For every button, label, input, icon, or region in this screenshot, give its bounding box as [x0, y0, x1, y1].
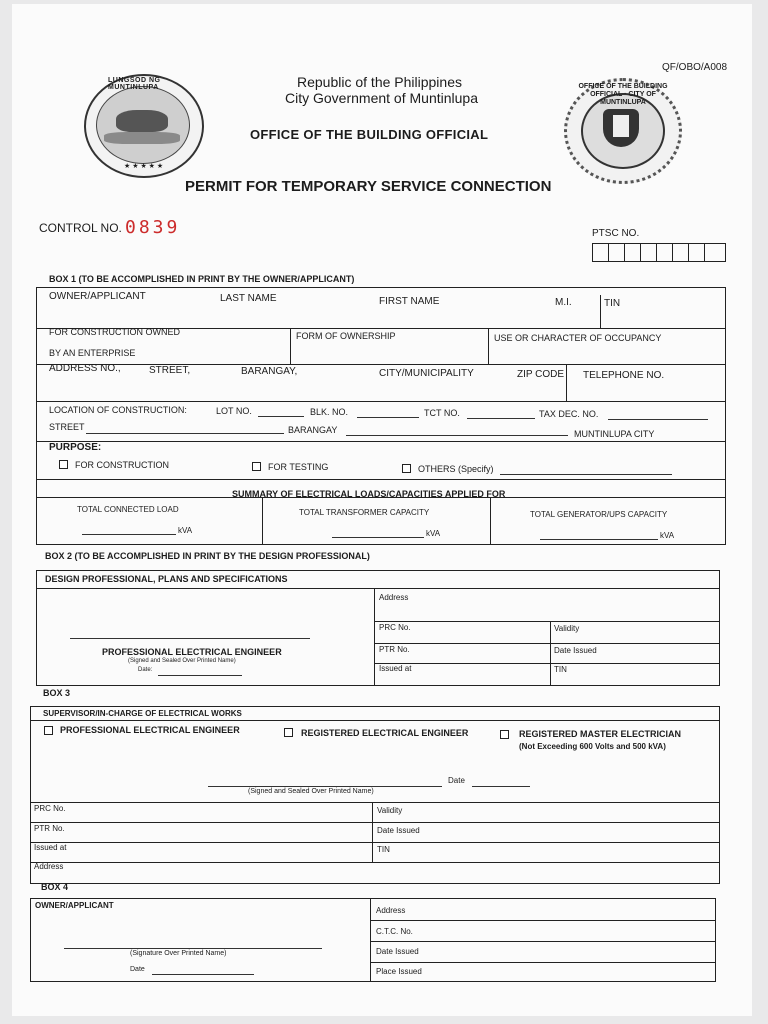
purpose-others-checkbox[interactable] — [402, 464, 411, 473]
building-official-seal — [564, 78, 682, 184]
owner-tin-label: TIN — [604, 298, 621, 309]
location-street-label: STREET — [49, 422, 85, 432]
control-number: 0839 — [125, 217, 181, 238]
first-name-label: FIRST NAME — [379, 296, 440, 307]
control-label: CONTROL NO. — [39, 221, 122, 235]
seal-lettering: LUNGSOD NG MUNTINLUPA — [108, 77, 161, 91]
header-city-government: City Government of Muntinlupa — [285, 90, 478, 106]
total-generator-label: TOTAL GENERATOR/UPS CAPACITY — [530, 510, 668, 519]
box3-heading: BOX 3 — [43, 688, 71, 698]
address-barangay-label: BARANGAY, — [241, 366, 298, 377]
purpose-construction-label: FOR CONSTRUCTION — [75, 460, 169, 470]
seal-right-lettering: OFFICE OF THE BUILDING OFFICIAL · CITY OF MUNTINLUPA — [578, 83, 668, 106]
purpose-testing-label: FOR TESTING — [268, 462, 329, 472]
design-date-issued-label: Date Issued — [554, 646, 597, 655]
supervisor-validity-label: Validity — [377, 806, 403, 815]
total-transformer-label: TOTAL TRANSFORMER CAPACITY — [299, 508, 430, 517]
supervisor-ree-checkbox[interactable] — [284, 728, 293, 737]
enterprise-label-1: FOR CONSTRUCTION OWNED — [49, 327, 180, 337]
design-tin-label: TIN — [554, 665, 567, 674]
location-label: LOCATION OF CONSTRUCTION: — [49, 405, 187, 415]
box4-ctc-label: C.T.C. No. — [376, 927, 413, 936]
purpose-testing-checkbox[interactable] — [252, 462, 261, 471]
total-connected-load-label: TOTAL CONNECTED LOAD — [77, 505, 179, 514]
box4-signature-note: (Signature Over Printed Name) — [130, 950, 227, 957]
tct-no-label: TCT NO. — [424, 408, 460, 418]
box4-date-label: Date — [130, 966, 145, 973]
middle-initial-label: M.I. — [555, 297, 572, 308]
design-issued-at-label: Issued at — [379, 664, 412, 673]
supervisor-address-label: Address — [34, 862, 64, 871]
supervisor-ptr-label: PTR No. — [34, 824, 65, 833]
supervisor-rme-checkbox[interactable] — [500, 730, 509, 739]
address-street-label: STREET, — [149, 365, 191, 376]
box4-heading: BOX 4 — [41, 882, 69, 892]
design-professional-heading: DESIGN PROFESSIONAL, PLANS AND SPECIFICATIONS — [45, 574, 288, 584]
supervisor-issued-at-label: Issued at — [34, 843, 67, 852]
load-kva-unit: kVA — [178, 526, 193, 535]
design-signed-note: (Signed and Sealed Over Printed Name) — [128, 658, 236, 664]
supervisor-prc-label: PRC No. — [34, 804, 66, 813]
box4-owner-heading: OWNER/APPLICANT — [35, 901, 114, 910]
muntinlupa-city-label: MUNTINLUPA CITY — [574, 429, 655, 439]
generator-kva-unit: kVA — [660, 531, 675, 540]
summary-heading: SUMMARY OF ELECTRICAL LOADS/CAPACITIES APPLIED FOR — [232, 489, 506, 499]
design-validity-label: Validity — [554, 624, 580, 633]
design-engineer-label: PROFESSIONAL ELECTRICAL ENGINEER — [102, 647, 282, 657]
design-date-label: Date: — [138, 667, 153, 673]
design-address-label: Address — [379, 593, 409, 602]
permit-form-page — [12, 4, 752, 1016]
location-barangay-label: BARANGAY — [288, 425, 338, 435]
supervisor-pee-checkbox[interactable] — [44, 726, 53, 735]
purpose-construction-checkbox[interactable] — [59, 460, 68, 469]
supervisor-pee-label: PROFESSIONAL ELECTRICAL ENGINEER — [60, 725, 240, 735]
box4-place-issued-label: Place Issued — [376, 967, 422, 976]
form-title: PERMIT FOR TEMPORARY SERVICE CONNECTION — [185, 178, 552, 195]
header-republic: Republic of the Philippines — [297, 74, 462, 90]
form-code: QF/OBO/A008 — [662, 62, 728, 73]
address-no-label: ADDRESS NO., — [49, 363, 121, 374]
purpose-others-label: OTHERS (Specify) — [418, 464, 494, 474]
design-prc-label: PRC No. — [379, 623, 411, 632]
supervisor-rme-note: (Not Exceeding 600 Volts and 500 kVA) — [519, 742, 666, 751]
supervisor-ree-label: REGISTERED ELECTRICAL ENGINEER — [301, 728, 469, 738]
supervisor-rme-label: REGISTERED MASTER ELECTRICIAN — [519, 729, 682, 739]
tax-dec-label: TAX DEC. NO. — [539, 409, 599, 419]
supervisor-date-issued-label: Date Issued — [377, 826, 420, 835]
design-ptr-label: PTR No. — [379, 645, 410, 654]
supervisor-signed-note: (Signed and Sealed Over Printed Name) — [248, 788, 374, 795]
box4-address-label: Address — [376, 906, 406, 915]
owner-applicant-label: OWNER/APPLICANT — [49, 291, 146, 302]
supervisor-date-label: Date — [448, 776, 465, 785]
supervisor-tin-label: TIN — [377, 845, 390, 854]
transformer-kva-unit: kVA — [426, 529, 441, 538]
zip-code-label: ZIP CODE — [517, 369, 565, 380]
ptsc-label: PTSC NO. — [592, 228, 640, 239]
header-office: OFFICE OF THE BUILDING OFFICIAL — [250, 127, 489, 142]
enterprise-label-2: BY AN ENTERPRISE — [49, 348, 136, 358]
muntinlupa-city-seal: LUNGSOD NG MUNTINLUPA ★ ★ ★ ★ ★ — [84, 74, 204, 178]
box1-heading: BOX 1 (TO BE ACCOMPLISHED IN PRINT BY THE OWNER/APPLICANT) — [49, 274, 355, 284]
lot-no-label: LOT NO. — [216, 406, 252, 416]
box2-heading: BOX 2 (TO BE ACCOMPLISHED IN PRINT BY THE DESIGN PROFESSIONAL) — [45, 551, 370, 561]
supervisor-heading: SUPERVISOR/IN-CHARGE OF ELECTRICAL WORKS — [43, 709, 242, 718]
purpose-label: PURPOSE: — [49, 442, 102, 453]
box4-date-issued-label: Date Issued — [376, 947, 419, 956]
blk-no-label: BLK. NO. — [310, 407, 349, 417]
use-of-occupancy-label: USE OR CHARACTER OF OCCUPANCY — [494, 333, 662, 343]
form-of-ownership-label: FORM OF OWNERSHIP — [296, 331, 396, 341]
address-city-label: CITY/MUNICIPALITY — [379, 368, 474, 379]
ptsc-number-boxes[interactable] — [592, 243, 726, 262]
telephone-label: TELEPHONE NO. — [583, 370, 665, 381]
last-name-label: LAST NAME — [220, 293, 277, 304]
